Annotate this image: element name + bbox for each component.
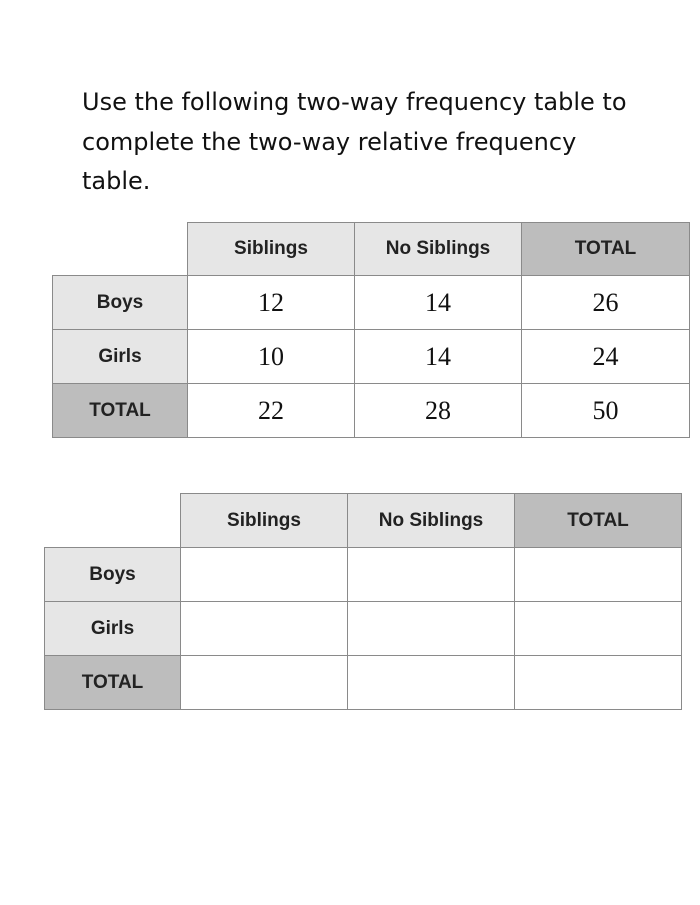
answer-cell-boys-no-siblings[interactable] <box>348 548 515 602</box>
table-row <box>45 548 682 602</box>
row-header-total: TOTAL <box>53 384 188 438</box>
answer-cell-girls-total[interactable] <box>515 602 682 656</box>
cell-girls-siblings: 10 <box>188 330 355 384</box>
row-header-boys: Boys <box>53 276 188 330</box>
table-row <box>53 276 690 330</box>
corner-cell <box>45 494 181 548</box>
row-header-total: TOTAL <box>45 656 181 710</box>
table-row <box>53 384 690 438</box>
cell-boys-total: 26 <box>522 276 690 330</box>
answer-cell-total-total[interactable] <box>515 656 682 710</box>
answer-cell-total-siblings[interactable] <box>181 656 348 710</box>
frequency-table-header-row <box>53 223 690 276</box>
answer-cell-boys-total[interactable] <box>515 548 682 602</box>
row-header-boys: Boys <box>45 548 181 602</box>
relative-table-header-row <box>45 494 682 548</box>
row-header-girls: Girls <box>53 330 188 384</box>
column-header-siblings: Siblings <box>181 494 348 548</box>
cell-total-total: 50 <box>522 384 690 438</box>
answer-cell-total-no-siblings[interactable] <box>348 656 515 710</box>
corner-cell <box>53 223 188 276</box>
cell-girls-no-siblings: 14 <box>355 330 522 384</box>
table-row <box>45 656 682 710</box>
column-header-total: TOTAL <box>515 494 682 548</box>
cell-boys-siblings: 12 <box>188 276 355 330</box>
cell-total-siblings: 22 <box>188 384 355 438</box>
answer-cell-girls-siblings[interactable] <box>181 602 348 656</box>
instructions-text: Use the following two-way frequency table to complete the two-way relative frequency table. <box>82 88 627 195</box>
table-row <box>53 330 690 384</box>
answer-cell-boys-siblings[interactable] <box>181 548 348 602</box>
row-header-girls: Girls <box>45 602 181 656</box>
frequency-table <box>52 222 690 438</box>
relative-frequency-table <box>44 493 682 710</box>
cell-total-no-siblings: 28 <box>355 384 522 438</box>
column-header-siblings: Siblings <box>188 223 355 276</box>
cell-girls-total: 24 <box>522 330 690 384</box>
cell-boys-no-siblings: 14 <box>355 276 522 330</box>
table-row <box>45 602 682 656</box>
column-header-no-siblings: No Siblings <box>355 223 522 276</box>
answer-cell-girls-no-siblings[interactable] <box>348 602 515 656</box>
column-header-total: TOTAL <box>522 223 690 276</box>
column-header-no-siblings: No Siblings <box>348 494 515 548</box>
